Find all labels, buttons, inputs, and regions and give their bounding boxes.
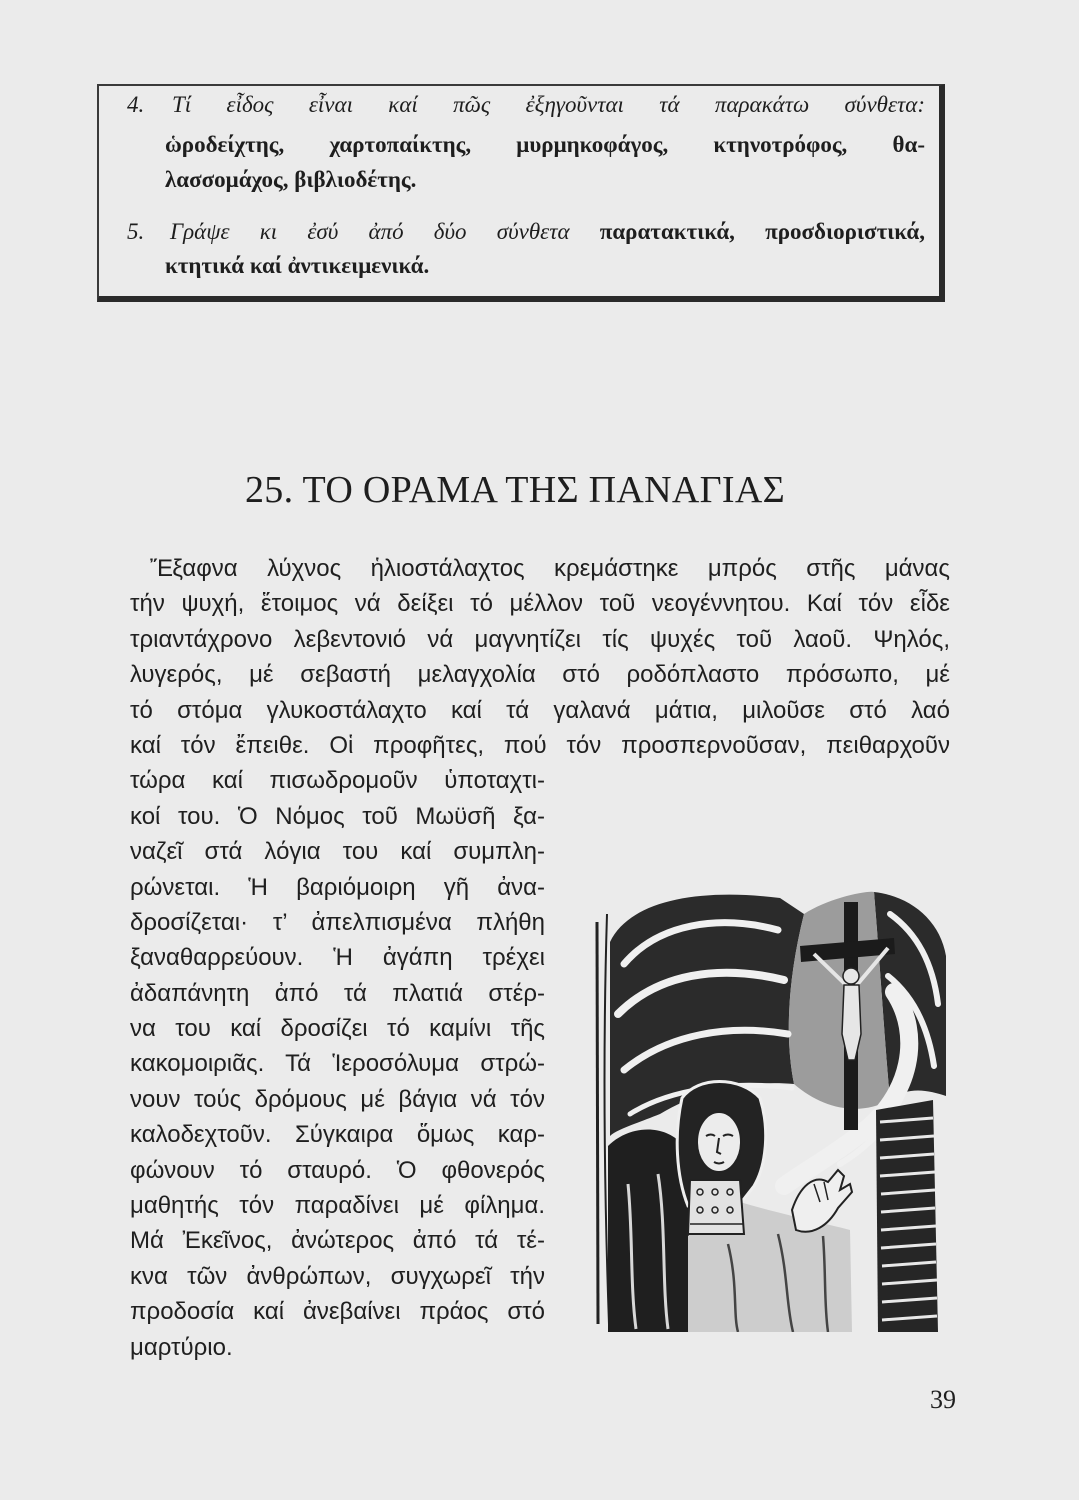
frame-lines <box>597 914 609 1324</box>
body-line: κακομοιριᾶς. Τά Ἱεροσόλυμα στρώ- <box>130 1050 545 1078</box>
exercise-prompt: Γράψε κι ἐσύ ἀπό δύο σύνθετα <box>170 219 570 244</box>
exercise-words-line: κτητικά καί ἀντικειμενικά. <box>165 253 430 278</box>
body-line: να του καί δροσίζει τό καμίνι τῆς <box>130 1015 545 1043</box>
body-line: τό στόμα γλυκοστάλαχτο καί τά γαλανά μάτια, μιλοῦσε στό λαό <box>130 696 950 724</box>
body-line: τριαντάχρονο λεβεντονιό νά μαγνητίζει τίς ψυχές τοῦ λαοῦ. Ψηλός, <box>130 625 950 653</box>
body-line: κνα τῶν ἀνθρώπων, συγχωρεῖ τήν <box>130 1262 545 1290</box>
body-line: ναζεῖ στά λόγια του καί συμπλη- <box>130 838 545 866</box>
chapter-title-text: ΤΟ ΟΡΑΜΑ ΤΗΣ ΠΑΝΑΓΙΑΣ <box>302 469 786 511</box>
body-line: φώνουν τό σταυρό. Ὁ φθονερός <box>130 1156 545 1184</box>
page-number: 39 <box>930 1385 956 1414</box>
body-line: Μά Ἐκεῖνος, ἀνώτερος ἀπό τά τέ- <box>130 1227 545 1255</box>
exercise-words-line: λασσομάχος, βιβλιοδέτης. <box>165 167 417 192</box>
body-line: Ἔξαφνα λύχνος ἡλιοστάλαχτος κρεμάστηκε μπρός στῆς μάνας <box>150 555 950 582</box>
body-line: μαθητής τόν παραδίνει μέ φίλημα. <box>130 1192 545 1220</box>
christ-body <box>842 985 861 1060</box>
exercise-words-line: ὡροδείχτης, χαρτοπαίκτης, μυρμηκοφάγος, κτηνοτρόφος, θα- <box>165 132 925 157</box>
body-line: ἀδαπάνητη ἀπό τά πλατιά στέρ- <box>130 979 545 1007</box>
exercise-number: 4. <box>127 92 145 117</box>
body-line: τώρα καί πισωδρομοῦν ὑποταχτι- <box>130 767 545 795</box>
exercise-number: 5. <box>127 219 145 244</box>
exercise-words: παρατακτικά, προσδιοριστικά, <box>599 219 925 244</box>
body-line: μαρτύριο. <box>130 1333 233 1361</box>
chapter-number: 25. <box>245 469 294 511</box>
frame-line <box>597 922 598 1324</box>
body-line: κοί του. Ὁ Νόμος τοῦ Μωϋσῆ ξα- <box>130 802 545 830</box>
virgin-mary-crucifix-illustration <box>588 884 950 1332</box>
exercise-prompt: Τί εἶδος εἶναι καί πῶς ἐξηγοῦνται τά παρακάτω σύνθετα: <box>172 92 925 117</box>
exercise-line <box>170 215 925 249</box>
body-line: τήν ψυχή, ἕτοιμος νά δείξει τό μέλλον τοῦ νεογέννητου. Καί τόν εἶδε <box>130 590 950 618</box>
christ-head <box>843 968 859 984</box>
body-line: καί τόν ἔπειθε. Οἱ προφῆτες, πού τόν προσπερνοῦσαν, πειθαρχοῦν <box>130 731 950 759</box>
body-line: λυγερός, μέ σεβαστή μελαγχολία στό ροδόπλαστο πρόσωπο, μέ <box>130 661 950 689</box>
body-line: ρώνεται. Ἡ βαριόμοιρη γῆ ἀνα- <box>130 873 545 901</box>
body-line: νουν τούς δρόμους μέ βάγια νά τόν <box>130 1085 545 1113</box>
body-line: ξαναθαρρεύουν. Ἡ ἀγάπη τρέχει <box>130 944 545 972</box>
cross-halo <box>789 892 890 1109</box>
body-line: προδοσία καί ἀνεβαίνει πράος στό <box>130 1298 545 1326</box>
body-line: δροσίζεται· τ’ ἀπελπισμένα πλήθη <box>130 908 545 936</box>
chapter-title <box>245 466 785 514</box>
body-line: καλοδεχτοῦν. Σύγκαιρα ὅμως καρ- <box>130 1121 545 1149</box>
hatched-pillar <box>876 1100 938 1332</box>
